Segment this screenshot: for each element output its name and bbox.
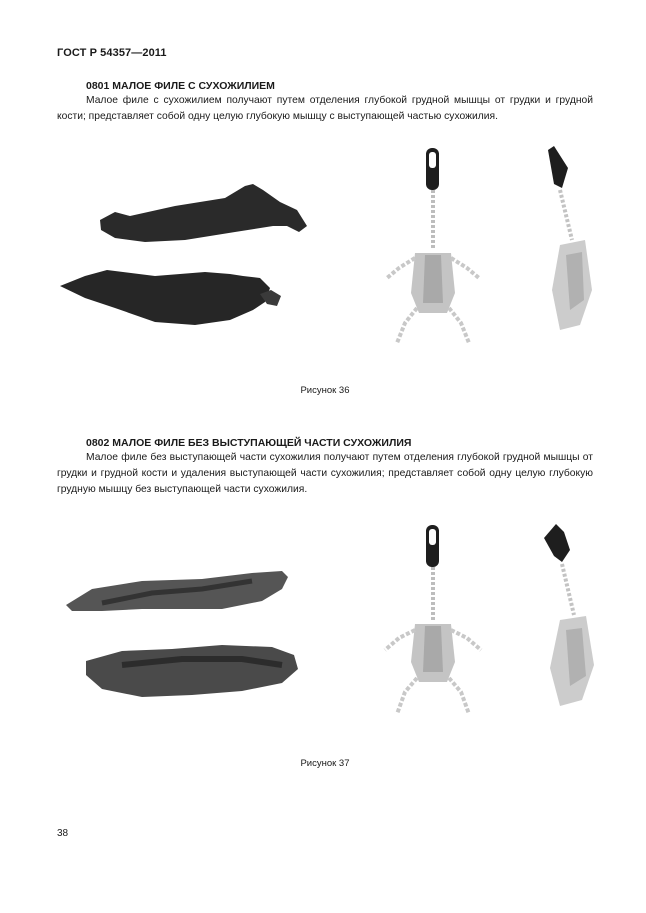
figure-36-carcass-front-diagram [375, 143, 490, 358]
section-title-0801: 0801 МАЛОЕ ФИЛЕ С СУХОЖИЛИЕМ [86, 80, 275, 92]
fillet-with-tendon-2 [60, 270, 270, 325]
figure-caption-36: Рисунок 36 [300, 385, 350, 396]
figure-37-carcass-side-diagram [530, 520, 605, 720]
section-text-0802: Малое филе без выступающей части сухожилия получают путем отделения глубокой грудной мышцы от грудки и грудной кости и удаления выступающей части сухожилия; представляет собой одну целую глубокую грудную мышцу без выступающей части сухожилия. [57, 452, 593, 495]
page-header-standard: ГОСТ Р 54357—2011 [57, 47, 167, 59]
figure-37-fillet-photos [62, 565, 312, 705]
figure-37-carcass-front-diagram [375, 520, 490, 725]
section-title-0802: 0802 МАЛОЕ ФИЛЕ БЕЗ ВЫСТУПАЮЩЕЙ ЧАСТИ СУХОЖИЛИЯ [86, 437, 412, 449]
figure-36-carcass-side-diagram [530, 140, 605, 340]
section-text-0801: Малое филе с сухожилием получают путем отделения глубокой грудной мышцы от грудки и грудной кости; представляет собой одну целую глубокую мышцу с выступающей частью сухожилия. [57, 95, 593, 122]
figure-36-fillet-photos [55, 180, 315, 330]
fillet-with-tendon-1 [100, 184, 307, 242]
figure-caption-37: Рисунок 37 [300, 758, 350, 769]
page-number: 38 [57, 828, 69, 839]
fillet-without-tendon-2 [86, 645, 298, 697]
